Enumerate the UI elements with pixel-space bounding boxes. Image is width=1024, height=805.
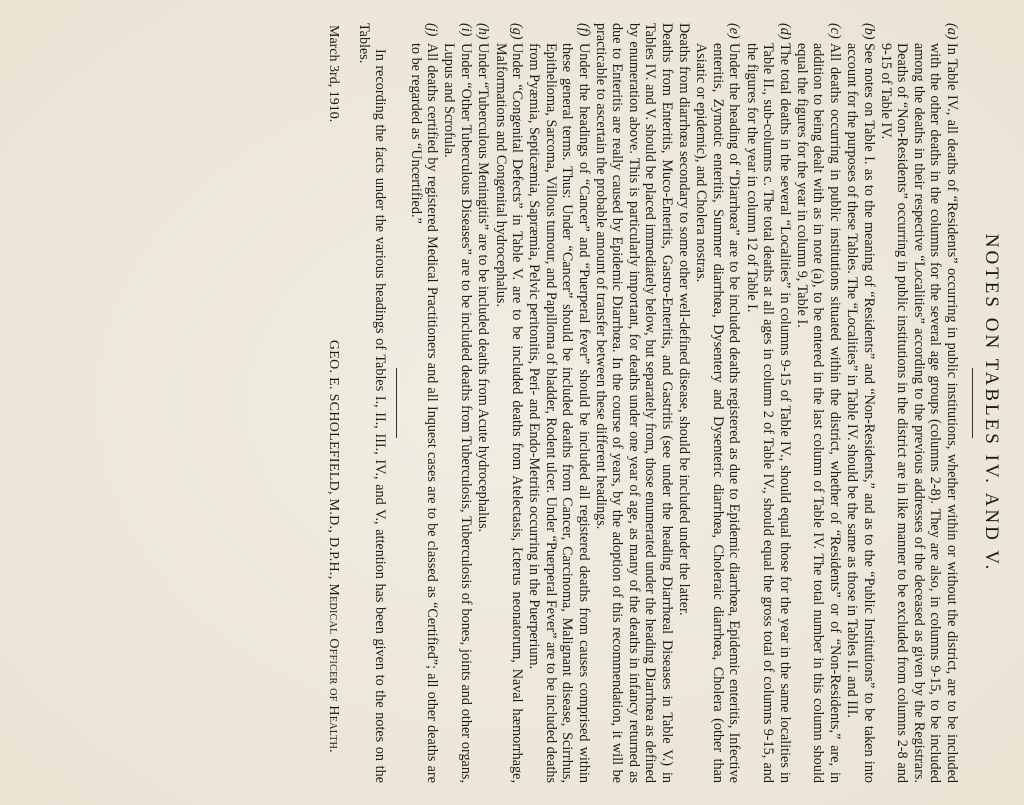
notes-list-f-j	[407, 23, 591, 783]
note-c	[794, 23, 843, 783]
note-label: (g)	[509, 22, 526, 40]
note-g	[492, 23, 525, 783]
closing-paragraph: In recording the facts under the various headings of Tables I., II., III., IV., and V., attention has been given to the notes on the Tables.	[355, 22, 389, 783]
note-d	[743, 23, 792, 783]
note-text: The total deaths in the several “Localities” in columns 9-15 of Table IV., should equal those for the year in the same localities in Table II., sub-columns c. The total deaths at all ages in column 2 of Table IV., should equal the gross total of columns 9-15, and the figures for the year in column 12 of Table I.	[743, 42, 793, 783]
closing-divider	[396, 368, 397, 438]
note-label: (i)	[457, 22, 474, 36]
note-j	[407, 23, 440, 783]
page-title: NOTES ON TABLES IV. AND V.	[981, 233, 1002, 572]
note-text: Under “Congenital Defects” in Table V. are to be included deaths from Atelectasis, Icterus neonatorum, Naval hæmorrhage, Malformations and Congenital hydrocephalus.	[492, 42, 526, 783]
note-i	[441, 23, 474, 783]
secondary-diarrhoea-paragraph: Deaths from diarrhœa secondary to some other well-defined disease, should be included under the latter.	[676, 22, 693, 616]
note-label: (f)	[575, 22, 592, 36]
note-text: Under the headings of “Cancer” and “Puerperal fever” should be included all registered deaths from causes comprised within these general terms. Thus: Under “Cancer” should be included deaths from Cancer, Carcinoma, Malignant disease, Scirrhus, Epithelioma, Sarcoma, Villous tumour, and Papilloma of bladder, Rodent ulcer. Under “Puerperal Fever” are to be included deaths from Pyæmia, Septicæmia, Sapræmia, Pelvic peritonitis, Peri- and Endo-Metritis occurring in the Puerperium.	[526, 42, 592, 783]
note-text: In Table IV., all deaths of “Residents” occurring in public institutions, whether within or without the district, are to be included with the other deaths in the columns for the several age groups (columns 2-8). They are also, in columns 9-15, to be included among the deaths in their respective “Localities” according to the previous addresses of the deceased as given by the Registrars. Deaths of “Non-Residents” occurring in public institutions in the district are in like manner to be excluded from columns 2-8 and 9-15 of Table IV.	[877, 42, 960, 783]
note-h	[475, 23, 491, 783]
note-text: Under “Other Tuberculous Diseases” are to be included deaths from Tuberculosis, Tuberculosis of bones, joints and other organs, Lupus and Scrofula.	[441, 42, 474, 783]
note-label: (j)	[424, 22, 440, 36]
note-text: Under the heading of “Diarrhœa” are to be included deaths registered as due to Epidemic diarrhœa, Epidemic enteritis, Infective enteritis, Zymotic enteritis, Summer diarrhœa, Dysentery and Dysenteric diarrhœa, Choleraic diarrhœa, Cholera (other than Asiatic or epidemic), and Cholera nostras.	[693, 42, 743, 783]
note-text: See notes on Table I. as to the meaning of “Residents” and “Non-Residents,” and as to the “Public Institutions” to be taken into account for the purposes of these Tables. The “Localities” in Table IV. should be the same as those in Tables II. and III.	[844, 42, 877, 783]
note-label: (h)	[475, 22, 492, 40]
notes-list-a-e	[693, 23, 960, 783]
document-date: March 3rd, 1910.	[326, 24, 342, 122]
note-label: (c)	[826, 22, 843, 39]
note-label: (e)	[726, 22, 743, 39]
note-text: All deaths occurring in public institutions situated within the district, whether of “Residents” or of “Non-Residents,” are, in addition to being dealt with as in note (a), to be entered in the last column of Table IV. The total number in this column should equal the figures for the year in column 9, Table I.	[793, 42, 843, 783]
note-text: All deaths certified by registered Medical Practitioners and all Inquest cases are to be classed as “Certified”; all other deaths are to be regarded as “Uncertified.”	[407, 42, 440, 783]
note-a	[878, 23, 960, 783]
note-label: (a)	[943, 22, 960, 40]
signature-name: GEO. E. SCHOLEFIELD, M.D., D.P.H., Medical Officer of Health.	[326, 339, 342, 753]
note-label: (d)	[776, 22, 793, 40]
note-b	[844, 23, 877, 783]
signature-block	[325, 23, 341, 783]
title-divider	[972, 368, 973, 438]
rotated-text-block	[17, 23, 1007, 783]
note-e	[693, 23, 742, 783]
note-label: (b)	[860, 22, 877, 40]
note-f	[526, 23, 592, 783]
enteritis-paragraph: Deaths from Enteritis, Muco-Enteritis, Gastro-Enteritis, and Gastritis (see under the heading Diarrhœal Diseases in Table V.) in Tables IV. and V. should be placed immediately below, but separately from, those enumerated under the heading Diarrhœa as defined by enumeration above. This is particularly important, for deaths under one year of age, as many of the deaths in infancy returned as due to Enteritis are really caused by Epidemic Diarrhœa. In the course of years, by the adoption of this recommendation, it will be practicable to ascertain the probable amount of transfer between these different headings.	[593, 22, 675, 783]
note-text: Under “Tuberculous Meningitis” are to be included deaths from Acute hydrocephalus.	[475, 42, 492, 532]
